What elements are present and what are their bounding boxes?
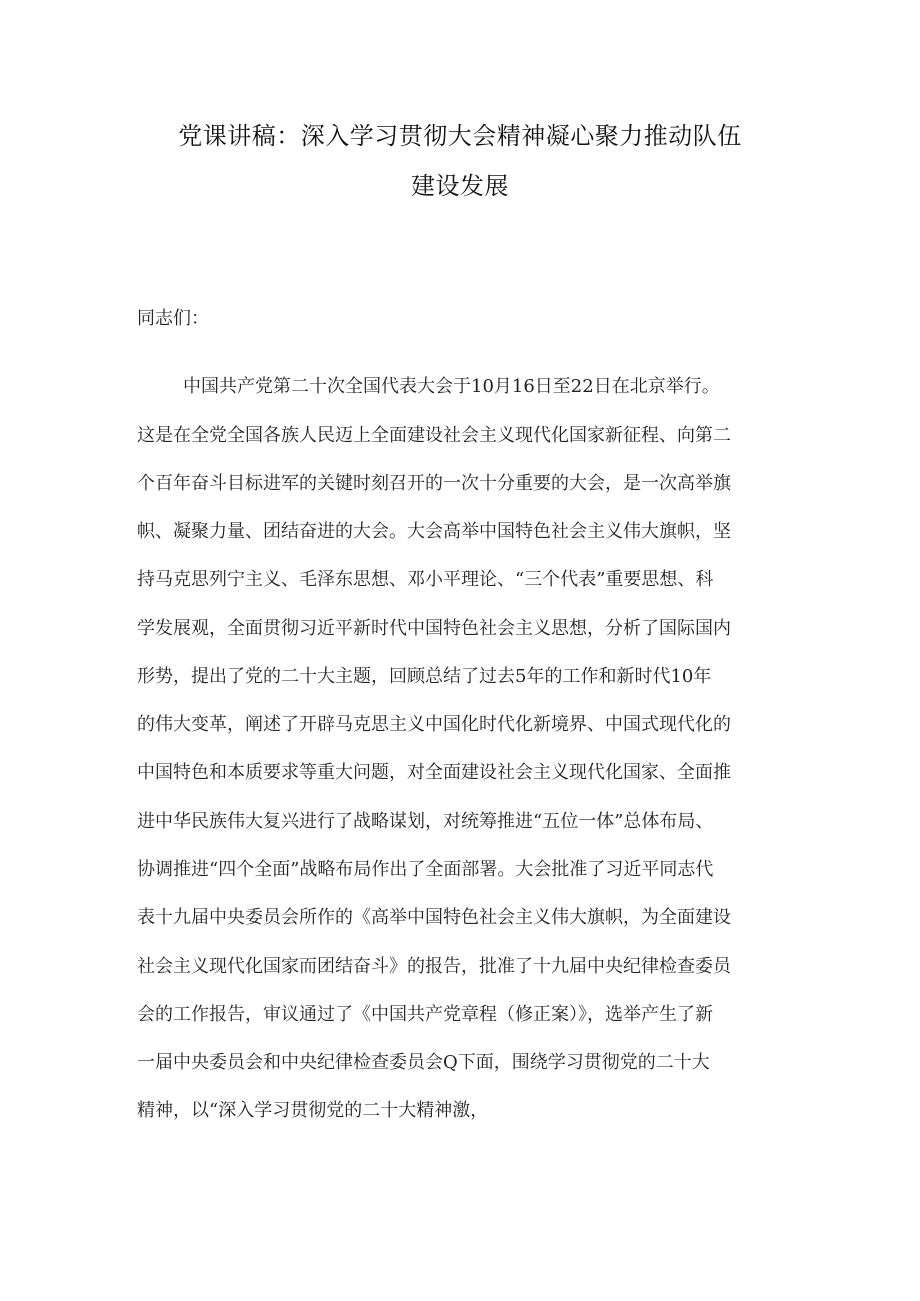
salutation: 同志们： bbox=[137, 308, 209, 329]
paragraph-line: 一届中央委员会和中央纪律检查委员会Q下面，围绕学习贯彻党的二十大 bbox=[137, 1052, 710, 1073]
paragraph-line: 社会主义现代化国家而团结奋斗》的报告，批准了十九届中央纪律检查委员 bbox=[137, 956, 731, 977]
document-title-line-2: 建设发展 bbox=[411, 172, 509, 200]
paragraph-line: 表十九届中央委员会所作的《高举中国特色社会主义伟大旗帜，为全面建设 bbox=[137, 907, 731, 928]
paragraph-line: 形势，提出了党的二十大主题，回顾总结了过去5年的工作和新时代10年 bbox=[137, 666, 712, 687]
paragraph-line: 的伟大变革，阐述了开辟马克思主义中国化时代化新境界、中国式现代化的 bbox=[137, 714, 731, 735]
paragraph-line: 学发展观，全面贯彻习近平新时代中国特色社会主义思想，分析了国际国内 bbox=[137, 618, 731, 639]
paragraph-line: 帜、凝聚力量、团结奋进的大会。大会高举中国特色社会主义伟大旗帜，坚 bbox=[137, 521, 731, 542]
paragraph-line: 持马克思列宁主义、毛泽东思想、邓小平理论、“三个代表”重要思想、科 bbox=[137, 569, 714, 590]
paragraph-line: 进中华民族伟大复兴进行了战略谋划，对统筹推进“五位一体”总体布局、 bbox=[137, 811, 714, 832]
paragraph-line: 会的工作报告，审议通过了《中国共产党章程（修正案）》，选举产生了新 bbox=[137, 1004, 713, 1025]
paragraph-line: 个百年奋斗目标进军的关键时刻召开的一次十分重要的大会，是一次高举旗 bbox=[137, 473, 731, 494]
paragraph-line: 协调推进“四个全面”战略布局作出了全面部署。大会批准了习近平同志代 bbox=[137, 859, 714, 880]
paragraph-line: 中国特色和本质要求等重大问题，对全面建设社会主义现代化国家、全面推 bbox=[137, 762, 731, 783]
document-title-line-1: 党课讲稿：深入学习贯彻大会精神凝心聚力推动队伍 bbox=[178, 122, 742, 150]
paragraph-line: 精神，以“深入学习贯彻党的二十大精神激， bbox=[137, 1100, 489, 1121]
paragraph-line: 中国共产党第二十次全国代表大会于10月16日至22日在北京举行。 bbox=[183, 376, 720, 397]
paragraph-line: 这是在全党全国各族人民迈上全面建设社会主义现代化国家新征程、向第二 bbox=[137, 425, 731, 446]
